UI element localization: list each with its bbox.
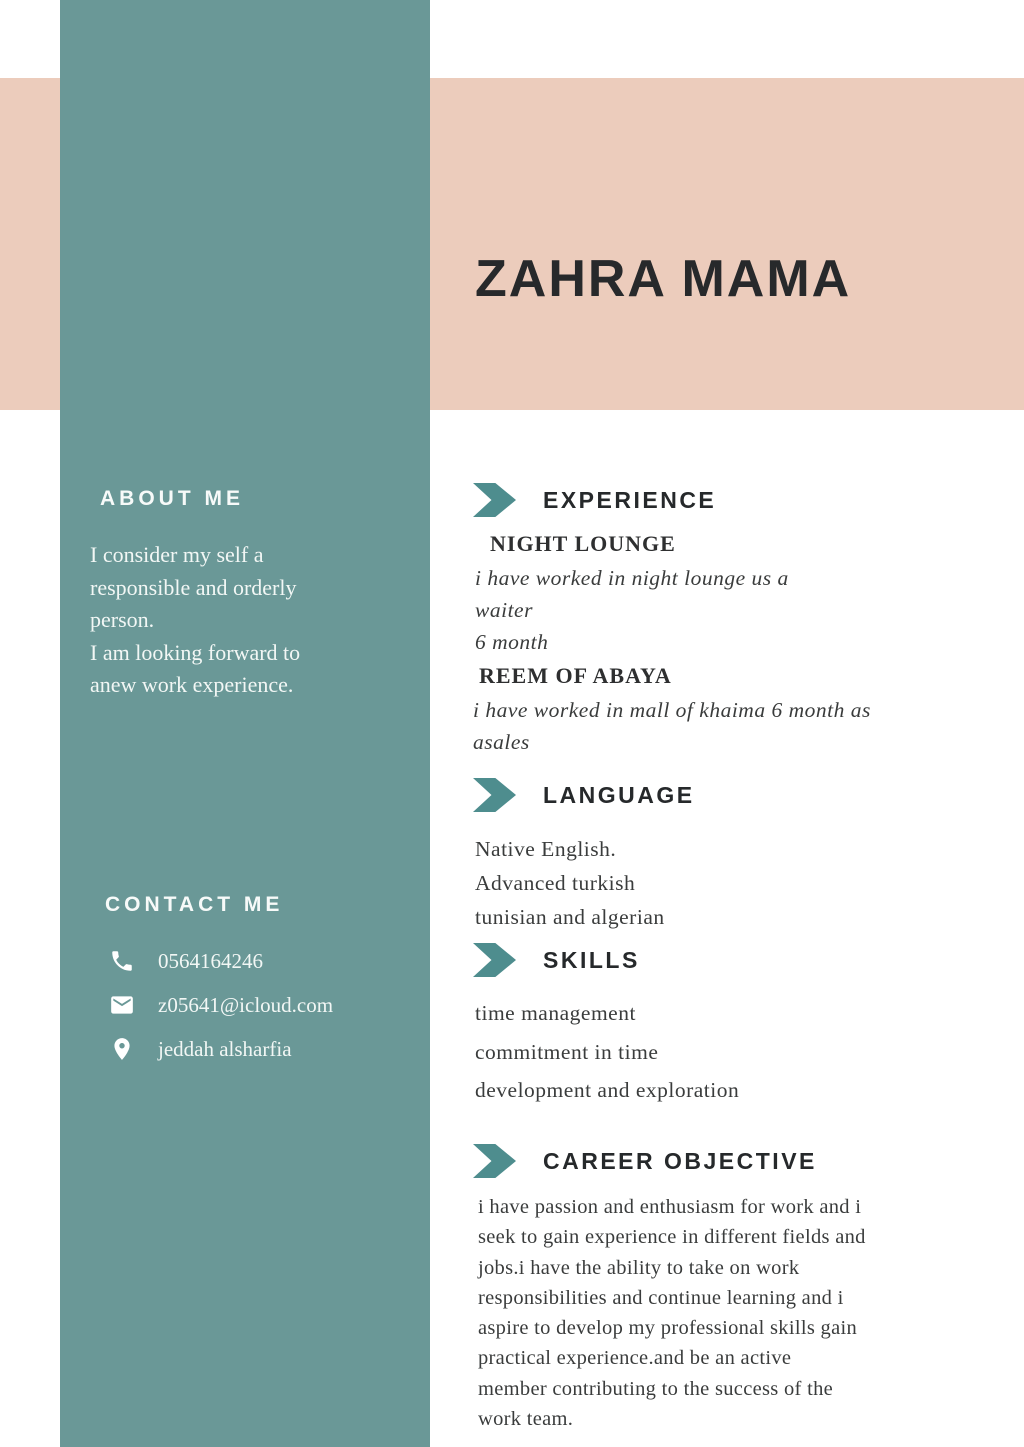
job-title: NIGHT LOUNGE	[490, 531, 676, 556]
skills-section	[473, 943, 973, 977]
envelope-icon	[108, 991, 136, 1019]
language-heading: LANGUAGE	[543, 781, 695, 808]
about-me-heading: ABOUT ME	[100, 487, 244, 510]
about-line: I consider my self a	[90, 542, 264, 567]
phone-value: 0564164246	[158, 948, 263, 973]
language-item: Advanced turkish	[475, 871, 636, 895]
email-value: z05641@icloud.com	[158, 992, 334, 1017]
skill-item: commitment in time	[475, 1039, 659, 1064]
career-line: responsibilities and continue learning and i	[478, 1286, 844, 1309]
contact-list	[108, 939, 405, 1071]
about-line: responsible and orderly	[90, 574, 297, 600]
career-line: work team.	[478, 1408, 574, 1431]
about-me-text	[90, 539, 400, 702]
language-item: tunisian and algerian	[475, 905, 665, 929]
contact-me-heading: CONTACT ME	[105, 893, 284, 916]
experience-job-reem-of-abaya	[473, 663, 871, 758]
contact-row-email	[108, 983, 405, 1027]
phone-icon	[108, 947, 136, 975]
career-line: member contributing to the success of the	[478, 1377, 834, 1400]
chevron-right-icon	[473, 943, 516, 977]
experience-header	[473, 483, 973, 517]
about-line: I am looking forward to	[90, 639, 301, 665]
location-value: jeddah alsharfia	[158, 1036, 292, 1061]
job-description	[475, 562, 789, 658]
skill-item: time management	[475, 1001, 636, 1025]
career-line: i have passion and enthusiasm for work and i	[478, 1196, 862, 1218]
contact-row-location	[108, 1027, 405, 1071]
skills-list	[475, 994, 739, 1110]
career-line: practical experience.and be an active	[478, 1347, 792, 1370]
career-line: seek to gain experience in different fields and	[478, 1226, 866, 1249]
job-desc-line: waiter	[475, 598, 533, 622]
skills-heading: SKILLS	[543, 946, 640, 973]
language-header	[473, 778, 973, 812]
career-objective-text	[478, 1192, 958, 1434]
about-me-section	[90, 487, 400, 702]
job-desc-line: i have worked in night lounge us a	[475, 566, 789, 590]
location-pin-icon	[108, 1035, 136, 1063]
chevron-right-icon	[473, 483, 516, 517]
chevron-right-icon	[473, 778, 516, 812]
chevron-right-icon	[473, 1144, 516, 1178]
job-description	[473, 694, 871, 758]
career-objective-section	[473, 1144, 973, 1178]
job-title: REEM OF ABAYA	[479, 663, 672, 688]
job-desc-line: asales	[473, 730, 530, 754]
career-line: aspire to develop my professional skills gain	[478, 1317, 858, 1340]
experience-job-night-lounge	[475, 531, 789, 658]
language-item: Native English.	[475, 837, 617, 861]
contact-me-section	[105, 893, 405, 1071]
contact-row-phone	[108, 939, 405, 983]
about-line: anew work experience.	[90, 672, 294, 697]
job-duration: 6 month	[475, 630, 549, 654]
career-objective-header	[473, 1144, 973, 1178]
experience-heading: EXPERIENCE	[543, 486, 717, 513]
language-section	[473, 778, 973, 812]
resume-name-title: ZAHRA MAMA	[475, 250, 852, 308]
experience-section	[473, 483, 973, 517]
language-list	[475, 832, 665, 934]
career-objective-heading: CAREER OBJECTIVE	[543, 1147, 817, 1174]
about-line: person.	[90, 607, 155, 632]
skills-header	[473, 943, 973, 977]
job-desc-line: i have worked in mall of khaima 6 month as	[473, 698, 871, 722]
sidebar-background	[60, 0, 430, 1447]
career-line: jobs.i have the ability to take on work	[478, 1256, 800, 1279]
skill-item: development and exploration	[475, 1078, 740, 1102]
